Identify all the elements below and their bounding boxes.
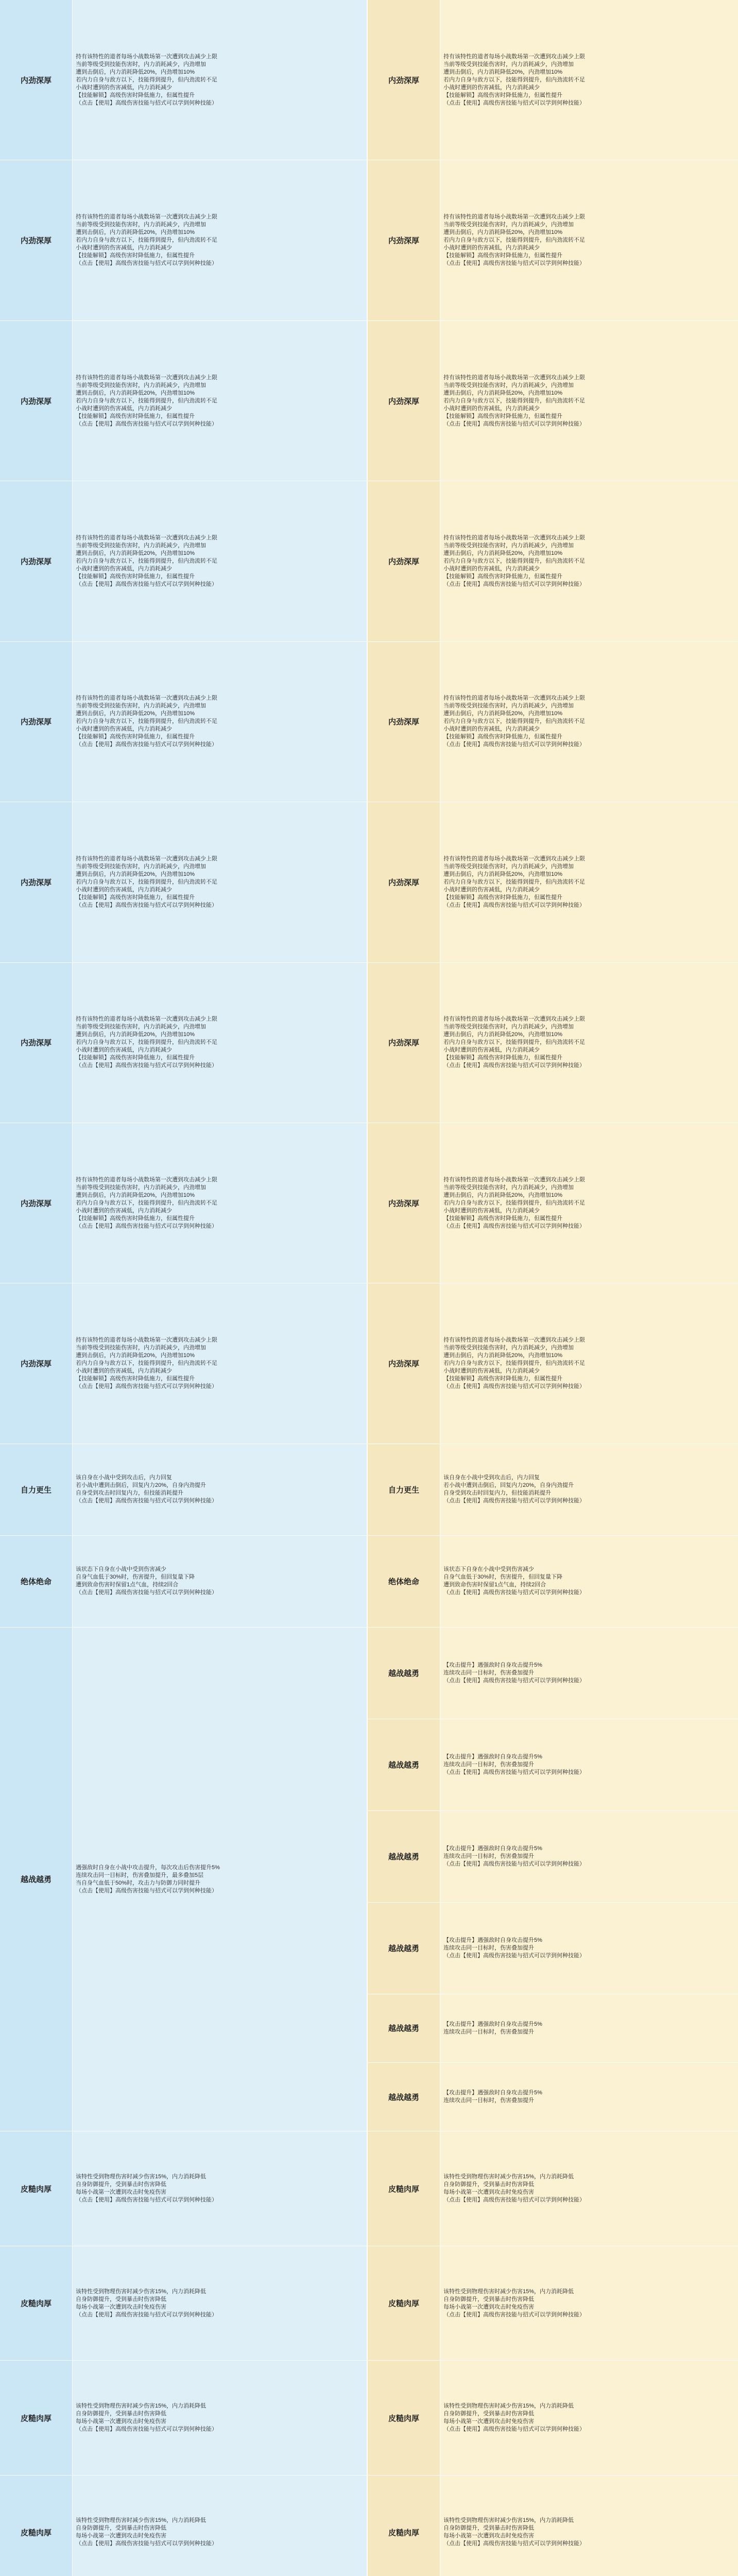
description-line: 若小战中遭到击倒后，回复内力20%，自身内劲提升	[443, 1482, 574, 1489]
skill-name: 绝体绝命	[368, 1536, 440, 1628]
description-line: （点击【使用】高级伤害技能与招式可以学到何种技能）	[443, 1498, 585, 1504]
description-line: （点击【使用】高级伤害技能与招式可以学到何种技能）	[443, 260, 585, 267]
skill-description	[72, 802, 367, 962]
description-line: （点击【使用】高级伤害技能与招式可以学到何种技能）	[76, 1062, 217, 1069]
skill-name: 内劲深厚	[368, 481, 440, 641]
description-line: 当前等级受到技能伤害时，内力消耗减少，内劲增加	[443, 542, 574, 549]
description-line: 连续攻击同一目标时，伤害叠加提升	[443, 1944, 534, 1951]
description-line: 小战时遭到的伤害减低，内力消耗减少	[443, 84, 540, 91]
skill-description	[440, 321, 738, 481]
description-line: 【技能解锁】高级伤害时降低施力，但属性提升	[443, 413, 562, 419]
description-line: 【技能解锁】高级伤害时降低施力，但属性提升	[76, 413, 195, 419]
description-line: 小战时遭到的伤害减低，内力消耗减少	[443, 1047, 540, 1054]
skill-description	[440, 481, 738, 641]
description-line: 遭到击倒后，内力消耗降低20%，内劲增加10%	[443, 389, 563, 396]
skill-description	[440, 1283, 738, 1444]
description-line: （点击【使用】高级伤害技能与招式可以学到何种技能）	[76, 1223, 217, 1229]
description-line: （点击【使用】高级伤害技能与招式可以学到何种技能）	[443, 741, 585, 748]
description-line: 小战时遭到的伤害减低，内力消耗减少	[443, 1207, 540, 1214]
description-line: 该自身在小战中受到攻击后，内力回复	[76, 1475, 172, 1481]
skill-description	[440, 0, 738, 160]
description-line: 当前等级受到技能伤害时，内力消耗减少，内劲增加	[443, 1184, 574, 1191]
description-line: （点击【使用】高级伤害技能与招式可以学到何种技能）	[76, 1589, 217, 1596]
skill-name: 皮糙肉厚	[0, 2476, 72, 2576]
description-line: 若内力自身与敌方以下，技能得到提升，但内劲流转不足	[76, 878, 217, 885]
description-line: 小战时遭到的伤害减低，内力消耗减少	[76, 1207, 172, 1214]
description-line: 遭到击倒后，内力消耗降低20%，内劲增加10%	[76, 1192, 195, 1198]
description-line: 该特性受到物理伤害时减少伤害15%，内力消耗降低	[76, 2403, 207, 2410]
skill-name: 内劲深厚	[368, 642, 440, 802]
skill-description	[72, 2476, 367, 2576]
description-line: 小战时遭到的伤害减低，内力消耗减少	[76, 565, 172, 572]
description-line: 每场小战第一次遭到攻击时免疫伤害	[76, 2533, 166, 2539]
description-line: 小战时遭到的伤害减低，内力消耗减少	[443, 726, 540, 733]
description-line: 【技能解锁】高级伤害时降低施力，但属性提升	[443, 573, 562, 580]
description-line: 小战时遭到的伤害减低，内力消耗减少	[76, 245, 172, 251]
description-line: 持有该特性的道者每场小战数场第一次遭到攻击减少上限	[76, 214, 217, 221]
description-line: 【攻击提升】遇强敌时自身攻击提升5%	[443, 1937, 542, 1943]
description-line: 小战时遭到的伤害减低，内力消耗减少	[76, 405, 172, 412]
description-line: 若内力自身与敌方以下，技能得到提升，但内劲流转不足	[76, 397, 217, 404]
description-line: 若内力自身与敌方以下，技能得到提升，但内劲流转不足	[443, 1039, 585, 1046]
description-line: 遭到击倒后，内力消耗降低20%，内劲增加10%	[443, 1192, 563, 1198]
skill-name: 内劲深厚	[0, 160, 72, 320]
description-line: 小战时遭到的伤害减低，内力消耗减少	[76, 1047, 172, 1054]
skill-description	[72, 2361, 367, 2475]
description-line: 当前等级受到技能伤害时，内力消耗减少，内劲增加	[443, 1345, 574, 1351]
description-line: 【攻击提升】遇强敌时自身攻击提升5%	[443, 2090, 542, 2096]
description-line: （点击【使用】高级伤害技能与招式可以学到何种技能）	[76, 1383, 217, 1390]
description-line: 【攻击提升】遇强敌时自身攻击提升5%	[443, 1845, 542, 1852]
description-line: 当前等级受到技能伤害时，内力消耗减少，内劲增加	[76, 222, 206, 228]
description-line: 当前等级受到技能伤害时，内力消耗减少，内劲增加	[76, 863, 206, 870]
description-line: 连续攻击同一目标时，伤害叠加提升	[443, 1853, 534, 1859]
description-line: 若内力自身与敌方以下，技能得到提升，但内劲流转不足	[443, 718, 585, 725]
description-line: 该特性受到物理伤害时减少伤害15%，内力消耗降低	[76, 2517, 207, 2524]
description-line: 若内力自身与敌方以下，技能得到提升，但内劲流转不足	[76, 718, 217, 725]
description-line: （点击【使用】高级伤害技能与招式可以学到何种技能）	[76, 420, 217, 427]
skill-name: 越战越勇	[368, 1628, 440, 1719]
description-line: 每场小战第一次遭到攻击时免疫伤害	[76, 2418, 166, 2425]
description-line: （点击【使用】高级伤害技能与招式可以学到何种技能）	[76, 902, 217, 908]
description-line: 若内力自身与敌方以下，技能得到提升，但内劲流转不足	[443, 1360, 585, 1367]
description-line: 若内力自身与敌方以下，技能得到提升，但内劲流转不足	[443, 557, 585, 564]
description-line: 自身防御提升，受到暴击时伤害降低	[76, 2411, 166, 2417]
description-line: 每场小战第一次遭到攻击时免疫伤害	[443, 2533, 534, 2539]
description-line: 连续攻击同一目标时，伤害叠加提升	[443, 2097, 534, 2104]
skill-description	[72, 160, 367, 320]
skill-description	[72, 1628, 367, 2132]
description-line: 小战时遭到的伤害减低，内力消耗减少	[76, 1368, 172, 1375]
skill-name: 皮糙肉厚	[0, 2361, 72, 2475]
skill-description	[440, 1444, 738, 1536]
description-line: 自身气血低于30%时，伤害提升，但回复量下降	[443, 1574, 563, 1581]
description-line: 自身防御提升，受到暴击时伤害降低	[443, 2181, 534, 2188]
skill-description	[440, 1994, 738, 2063]
skill-description	[72, 2131, 367, 2246]
skill-name: 内劲深厚	[368, 1123, 440, 1283]
description-line: （点击【使用】高级伤害技能与招式可以学到何种技能）	[443, 902, 585, 908]
skill-description	[440, 2476, 738, 2576]
description-line: （点击【使用】高级伤害技能与招式可以学到何种技能）	[443, 2540, 585, 2547]
description-line: 若内力自身与敌方以下，技能得到提升，但内劲流转不足	[76, 557, 217, 564]
skill-name: 自力更生	[368, 1444, 440, 1536]
skill-name: 自力更生	[0, 1444, 72, 1536]
skill-description	[72, 2246, 367, 2361]
skill-name: 内劲深厚	[0, 642, 72, 802]
description-line: 该状态下自身在小战中受到伤害减少	[443, 1566, 534, 1573]
description-line: 持有该特性的道者每场小战数场第一次遭到攻击减少上限	[76, 1337, 217, 1344]
skill-name: 皮糙肉厚	[368, 2246, 440, 2361]
description-line: 持有该特性的道者每场小战数场第一次遭到攻击减少上限	[76, 53, 217, 60]
skill-name: 内劲深厚	[368, 963, 440, 1123]
skill-description	[72, 963, 367, 1123]
description-line: （点击【使用】高级伤害技能与招式可以学到何种技能）	[76, 260, 217, 267]
description-line: 当前等级受到技能伤害时，内力消耗减少，内劲增加	[76, 1345, 206, 1351]
description-line: 遭到击倒后，内力消耗降低20%，内劲增加10%	[443, 1031, 563, 1038]
description-line: 当前等级受到技能伤害时，内力消耗减少，内劲增加	[443, 863, 574, 870]
skill-description	[72, 481, 367, 641]
description-line: 【技能解锁】高级伤害时降低施力，但属性提升	[443, 1055, 562, 1061]
skill-name: 皮糙肉厚	[368, 2131, 440, 2246]
skill-name: 越战越勇	[368, 1994, 440, 2063]
description-line: 持有该特性的道者每场小战数场第一次遭到攻击减少上限	[443, 1337, 585, 1344]
description-line: 该特性受到物理伤害时减少伤害15%，内力消耗降低	[76, 2174, 207, 2180]
description-line: 持有该特性的道者每场小战数场第一次遭到攻击减少上限	[443, 534, 585, 541]
description-line: 【技能解锁】高级伤害时降低施力，但属性提升	[443, 734, 562, 740]
description-line: 当自身气血低于50%时，攻击力与防御力同时提升	[76, 1879, 201, 1886]
description-line: 【技能解锁】高级伤害时降低施力，但属性提升	[76, 1215, 195, 1222]
description-line: 持有该特性的道者每场小战数场第一次遭到攻击减少上限	[443, 1016, 585, 1023]
description-line: （点击【使用】高级伤害技能与招式可以学到何种技能）	[443, 99, 585, 106]
skill-name: 越战越勇	[368, 1719, 440, 1811]
description-line: 该特性受到物理伤害时减少伤害15%，内力消耗降低	[443, 2288, 574, 2295]
description-line: 遭到致命伤害时保留1点气血，持续2回合	[443, 1582, 546, 1588]
skill-description	[72, 1444, 367, 1536]
skill-name: 内劲深厚	[368, 802, 440, 962]
skill-description	[440, 160, 738, 320]
description-line: 该特性受到物理伤害时减少伤害15%，内力消耗降低	[443, 2403, 574, 2410]
skill-description	[72, 321, 367, 481]
description-line: （点击【使用】高级伤害技能与招式可以学到何种技能）	[76, 1887, 217, 1894]
description-line: 【技能解锁】高级伤害时降低施力，但属性提升	[443, 1376, 562, 1382]
description-line: （点击【使用】高级伤害技能与招式可以学到何种技能）	[443, 1860, 585, 1867]
skill-name: 内劲深厚	[0, 481, 72, 641]
description-line: （点击【使用】高级伤害技能与招式可以学到何种技能）	[76, 1498, 217, 1504]
description-line: 自身防御提升，受到暴击时伤害降低	[443, 2525, 534, 2532]
description-line: （点击【使用】高级伤害技能与招式可以学到何种技能）	[443, 1223, 585, 1229]
description-line: （点击【使用】高级伤害技能与招式可以学到何种技能）	[443, 1589, 585, 1596]
description-line: 自身防御提升，受到暴击时伤害降低	[443, 2296, 534, 2302]
description-line: 遭到击倒后，内力消耗降低20%，内劲增加10%	[76, 710, 195, 717]
description-line: 小战时遭到的伤害减低，内力消耗减少	[76, 726, 172, 733]
description-line: 持有该特性的道者每场小战数场第一次遭到攻击减少上限	[76, 1016, 217, 1023]
description-line: 遭到击倒后，内力消耗降低20%，内劲增加10%	[76, 1352, 195, 1359]
description-line: 若小战中遭到击倒后，回复内力20%，自身内劲提升	[76, 1482, 207, 1489]
skill-name: 绝体绝命	[0, 1536, 72, 1628]
description-line: （点击【使用】高级伤害技能与招式可以学到何种技能）	[443, 2311, 585, 2318]
description-line: 当前等级受到技能伤害时，内力消耗减少，内劲增加	[443, 61, 574, 67]
description-line: 若内力自身与敌方以下，技能得到提升，但内劲流转不足	[76, 237, 217, 244]
description-line: 遇强敌时自身在小战中攻击提升，每次攻击后伤害提升5%	[76, 1864, 220, 1871]
description-line: 自身受到攻击时回复内力，但技能消耗提升	[76, 1490, 183, 1497]
description-line: 自身防御提升，受到暴击时伤害降低	[76, 2296, 166, 2302]
description-line: 自身防御提升，受到暴击时伤害降低	[76, 2181, 166, 2188]
description-line: 遭到击倒后，内力消耗降低20%，内劲增加10%	[443, 710, 563, 717]
description-line: 遭到击倒后，内力消耗降低20%，内劲增加10%	[443, 69, 563, 75]
description-line: 【技能解锁】高级伤害时降低施力，但属性提升	[76, 734, 195, 740]
description-line: 当前等级受到技能伤害时，内力消耗减少，内劲增加	[76, 1184, 206, 1191]
description-line: 该自身在小战中受到攻击后，内力回复	[443, 1475, 540, 1481]
description-line: 【技能解锁】高级伤害时降低施力，但属性提升	[443, 894, 562, 901]
description-line: 当前等级受到技能伤害时，内力消耗减少，内劲增加	[443, 382, 574, 388]
description-line: 持有该特性的道者每场小战数场第一次遭到攻击减少上限	[76, 534, 217, 541]
description-line: （点击【使用】高级伤害技能与招式可以学到何种技能）	[443, 2197, 585, 2204]
skill-name: 内劲深厚	[0, 963, 72, 1123]
skill-name: 内劲深厚	[0, 1283, 72, 1444]
description-line: 连续攻击同一目标时，伤害叠加提升	[443, 1669, 534, 1676]
description-line: 【技能解锁】高级伤害时降低施力，但属性提升	[76, 92, 195, 98]
skill-description	[440, 2246, 738, 2361]
description-line: 小战时遭到的伤害减低，内力消耗减少	[443, 405, 540, 412]
description-line: 若内力自身与敌方以下，技能得到提升，但内劲流转不足	[76, 1039, 217, 1046]
description-line: 遭到击倒后，内力消耗降低20%，内劲增加10%	[76, 229, 195, 236]
description-line: 持有该特性的道者每场小战数场第一次遭到攻击减少上限	[443, 855, 585, 862]
description-line: 持有该特性的道者每场小战数场第一次遭到攻击减少上限	[76, 855, 217, 862]
description-line: （点击【使用】高级伤害技能与招式可以学到何种技能）	[76, 581, 217, 587]
description-line: 【技能解锁】高级伤害时降低施力，但属性提升	[76, 894, 195, 901]
description-line: 连续攻击同一目标时，伤害叠加提升	[443, 2028, 534, 2035]
description-line: 小战时遭到的伤害减低，内力消耗减少	[443, 1368, 540, 1375]
description-line: 若内力自身与敌方以下，技能得到提升，但内劲流转不足	[443, 237, 585, 244]
description-line: 若内力自身与敌方以下，技能得到提升，但内劲流转不足	[443, 878, 585, 885]
description-line: 持有该特性的道者每场小战数场第一次遭到攻击减少上限	[443, 214, 585, 221]
description-line: 每场小战第一次遭到攻击时免疫伤害	[443, 2189, 534, 2196]
skill-name: 内劲深厚	[0, 321, 72, 481]
skill-description	[440, 963, 738, 1123]
skill-name: 内劲深厚	[368, 0, 440, 160]
skill-description	[72, 1283, 367, 1444]
description-line: （点击【使用】高级伤害技能与招式可以学到何种技能）	[443, 1383, 585, 1390]
skill-name: 越战越勇	[368, 2063, 440, 2131]
description-line: 当前等级受到技能伤害时，内力消耗减少，内劲增加	[76, 1024, 206, 1030]
description-line: （点击【使用】高级伤害技能与招式可以学到何种技能）	[443, 2426, 585, 2433]
description-line: 遭到击倒后，内力消耗降低20%，内劲增加10%	[76, 69, 195, 75]
skill-description	[440, 1628, 738, 1719]
description-line: 小战时遭到的伤害减低，内力消耗减少	[443, 245, 540, 251]
skill-description	[72, 1536, 367, 1628]
description-line: 该特性受到物理伤害时减少伤害15%，内力消耗降低	[443, 2174, 574, 2180]
description-line: 遭到击倒后，内力消耗降低20%，内劲增加10%	[443, 871, 563, 877]
description-line: 当前等级受到技能伤害时，内力消耗减少，内劲增加	[76, 61, 206, 67]
description-line: 【技能解锁】高级伤害时降低施力，但属性提升	[443, 252, 562, 259]
skill-name: 皮糙肉厚	[368, 2476, 440, 2576]
skill-name: 越战越勇	[0, 1628, 72, 2132]
description-line: 【攻击提升】遇强敌时自身攻击提升5%	[443, 1753, 542, 1760]
description-line: （点击【使用】高级伤害技能与招式可以学到何种技能）	[76, 741, 217, 748]
description-line: 遭到击倒后，内力消耗降低20%，内劲增加10%	[76, 389, 195, 396]
description-line: （点击【使用】高级伤害技能与招式可以学到何种技能）	[76, 99, 217, 106]
skill-description	[440, 2361, 738, 2475]
description-line: 【攻击提升】遇强敌时自身攻击提升5%	[443, 1662, 542, 1668]
skill-description	[72, 642, 367, 802]
description-line: 当前等级受到技能伤害时，内力消耗减少，内劲增加	[76, 382, 206, 388]
skill-description	[440, 1811, 738, 1903]
description-line: （点击【使用】高级伤害技能与招式可以学到何种技能）	[443, 1062, 585, 1069]
description-line: （点击【使用】高级伤害技能与招式可以学到何种技能）	[443, 581, 585, 587]
description-line: 当前等级受到技能伤害时，内力消耗减少，内劲增加	[76, 703, 206, 709]
description-line: 遭到击倒后，内力消耗降低20%，内劲增加10%	[443, 229, 563, 236]
skill-name: 越战越勇	[368, 1811, 440, 1903]
skill-description	[440, 2131, 738, 2246]
description-line: 遭到致命伤害时保留1点气血，持续2回合	[76, 1582, 179, 1588]
description-line: 自身受到攻击时回复内力，但技能消耗提升	[443, 1490, 551, 1497]
description-line: 【攻击提升】遇强敌时自身攻击提升5%	[443, 2021, 542, 2027]
description-line: 遭到击倒后，内力消耗降低20%，内劲增加10%	[76, 871, 195, 877]
description-line: （点击【使用】高级伤害技能与招式可以学到何种技能）	[76, 2540, 217, 2547]
description-line: 小战时遭到的伤害减低，内力消耗减少	[76, 84, 172, 91]
description-line: 持有该特性的道者每场小战数场第一次遭到攻击减少上限	[76, 374, 217, 381]
description-line: 遭到击倒后，内力消耗降低20%，内劲增加10%	[76, 1031, 195, 1038]
description-line: （点击【使用】高级伤害技能与招式可以学到何种技能）	[76, 2426, 217, 2433]
skill-name: 内劲深厚	[0, 1123, 72, 1283]
description-line: 【技能解锁】高级伤害时降低施力，但属性提升	[76, 252, 195, 259]
skill-name: 内劲深厚	[368, 160, 440, 320]
skill-description	[440, 642, 738, 802]
description-line: 持有该特性的道者每场小战数场第一次遭到攻击减少上限	[76, 1176, 217, 1183]
description-line: 【技能解锁】高级伤害时降低施力，但属性提升	[76, 573, 195, 580]
description-line: 当前等级受到技能伤害时，内力消耗减少，内劲增加	[76, 542, 206, 549]
skill-name: 内劲深厚	[368, 1283, 440, 1444]
description-line: 【技能解锁】高级伤害时降低施力，但属性提升	[76, 1376, 195, 1382]
description-line: 小战时遭到的伤害减低，内力消耗减少	[443, 565, 540, 572]
description-line: 每场小战第一次遭到攻击时免疫伤害	[443, 2303, 534, 2310]
description-line: 持有该特性的道者每场小战数场第一次遭到攻击减少上限	[76, 695, 217, 702]
description-line: 若内力自身与敌方以下，技能得到提升，但内劲流转不足	[76, 1199, 217, 1206]
description-line: 每场小战第一次遭到攻击时免疫伤害	[76, 2189, 166, 2196]
description-line: 自身气血低于30%时，伤害提升，但回复量下降	[76, 1574, 195, 1581]
skill-name: 越战越勇	[368, 1903, 440, 1994]
description-line: 持有该特性的道者每场小战数场第一次遭到攻击减少上限	[443, 695, 585, 702]
skill-name: 皮糙肉厚	[0, 2246, 72, 2361]
description-line: 若内力自身与敌方以下，技能得到提升，但内劲流转不足	[76, 1360, 217, 1367]
description-line: 每场小战第一次遭到攻击时免疫伤害	[76, 2303, 166, 2310]
description-line: 【技能解锁】高级伤害时降低施力，但属性提升	[76, 1055, 195, 1061]
description-line: 若内力自身与敌方以下，技能得到提升，但内劲流转不足	[443, 76, 585, 83]
description-line: （点击【使用】高级伤害技能与招式可以学到何种技能）	[76, 2311, 217, 2318]
skill-description	[440, 1719, 738, 1811]
description-line: 当前等级受到技能伤害时，内力消耗减少，内劲增加	[443, 222, 574, 228]
description-line: 若内力自身与敌方以下，技能得到提升，但内劲流转不足	[76, 76, 217, 83]
skill-name: 内劲深厚	[0, 802, 72, 962]
description-line: 小战时遭到的伤害减低，内力消耗减少	[76, 886, 172, 893]
description-line: 若内力自身与敌方以下，技能得到提升，但内劲流转不足	[443, 397, 585, 404]
description-line: 该特性受到物理伤害时减少伤害15%，内力消耗降低	[76, 2288, 207, 2295]
skill-description	[440, 1123, 738, 1283]
description-line: 当前等级受到技能伤害时，内力消耗减少，内劲增加	[443, 1024, 574, 1030]
description-line: （点击【使用】高级伤害技能与招式可以学到何种技能）	[443, 1769, 585, 1775]
description-line: 小战时遭到的伤害减低，内力消耗减少	[443, 886, 540, 893]
description-line: 持有该特性的道者每场小战数场第一次遭到攻击减少上限	[443, 1176, 585, 1183]
description-line: 该特性受到物理伤害时减少伤害15%，内力消耗降低	[443, 2517, 574, 2524]
skill-name: 内劲深厚	[368, 321, 440, 481]
description-line: （点击【使用】高级伤害技能与招式可以学到何种技能）	[76, 2197, 217, 2204]
skill-name: 内劲深厚	[0, 0, 72, 160]
description-line: 自身防御提升，受到暴击时伤害降低	[443, 2411, 534, 2417]
description-line: 持有该特性的道者每场小战数场第一次遭到攻击减少上限	[443, 374, 585, 381]
description-line: 连续攻击同一目标时，伤害叠加提升	[443, 1761, 534, 1768]
description-line: 遭到击倒后，内力消耗降低20%，内劲增加10%	[443, 550, 563, 556]
description-line: （点击【使用】高级伤害技能与招式可以学到何种技能）	[443, 420, 585, 427]
description-line: 【技能解锁】高级伤害时降低施力，但属性提升	[443, 1215, 562, 1222]
description-line: 遭到击倒后，内力消耗降低20%，内劲增加10%	[443, 1352, 563, 1359]
skill-description	[72, 0, 367, 160]
description-line: （点击【使用】高级伤害技能与招式可以学到何种技能）	[443, 1952, 585, 1959]
description-line: （点击【使用】高级伤害技能与招式可以学到何种技能）	[443, 1677, 585, 1684]
description-line: 【技能解锁】高级伤害时降低施力，但属性提升	[443, 92, 562, 98]
skill-description	[440, 1536, 738, 1628]
description-line: 遭到击倒后，内力消耗降低20%，内劲增加10%	[76, 550, 195, 556]
description-line: 若内力自身与敌方以下，技能得到提升，但内劲流转不足	[443, 1199, 585, 1206]
description-line: 连续攻击同一目标时，伤害叠加提升，最多叠加5层	[76, 1872, 204, 1878]
skill-description	[440, 1903, 738, 1994]
description-line: 每场小战第一次遭到攻击时免疫伤害	[443, 2418, 534, 2425]
skill-description	[440, 802, 738, 962]
description-line: 当前等级受到技能伤害时，内力消耗减少，内劲增加	[443, 703, 574, 709]
skill-description	[440, 2063, 738, 2131]
skill-name: 皮糙肉厚	[368, 2361, 440, 2475]
skill-description	[72, 1123, 367, 1283]
description-line: 自身防御提升，受到暴击时伤害降低	[76, 2525, 166, 2532]
skill-name: 皮糙肉厚	[0, 2131, 72, 2246]
description-line: 持有该特性的道者每场小战数场第一次遭到攻击减少上限	[443, 53, 585, 60]
description-line: 该状态下自身在小战中受到伤害减少	[76, 1566, 166, 1573]
